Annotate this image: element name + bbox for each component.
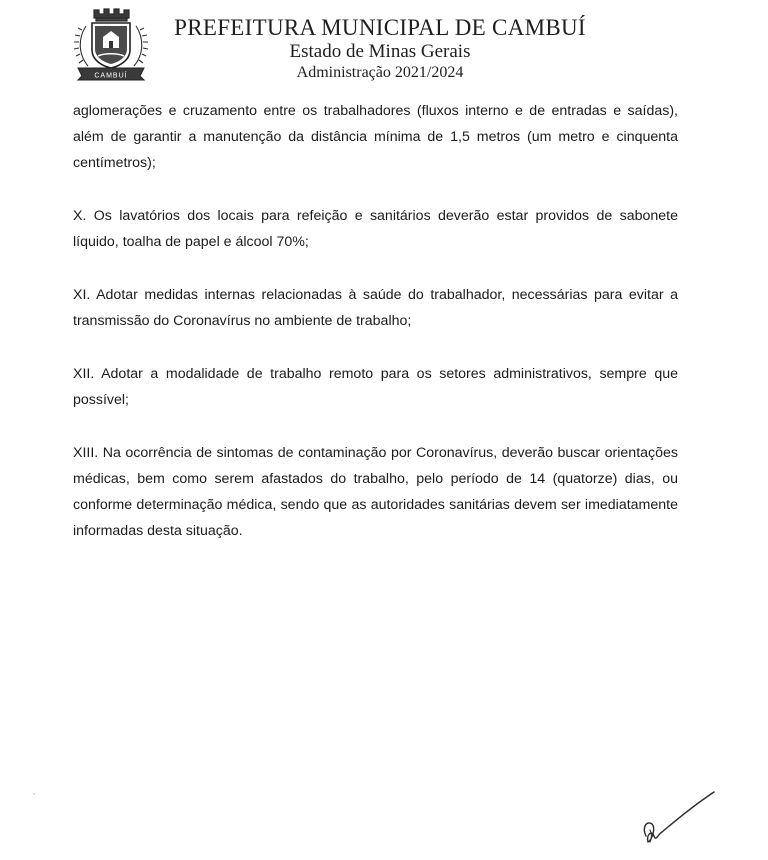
coat-of-arms-icon [68, 4, 154, 82]
administration-period: Administração 2021/2024 [296, 64, 464, 81]
handwritten-initials-icon [640, 790, 720, 850]
paragraph-item-x: X. Os lavatórios dos locais para refeição e sanitários deverão estar providos de sabonete líquido, toalha de papel e álcool 70%; [73, 208, 678, 250]
scan-speck [33, 793, 35, 795]
state-subtitle: Estado de Minas Gerais [289, 41, 471, 62]
page-title: PREFEITURA MUNICIPAL DE CAMBUÍ [174, 15, 586, 40]
paragraph-item-xii: XII. Adotar a modalidade de trabalho remoto para os setores administrativos, sempre que possível; [73, 366, 678, 408]
paragraph-item-xi: XI. Adotar medidas internas relacionadas à saúde do trabalhador, necessárias para evitar a transmissão do Coronavírus no ambiente de trabalho; [73, 287, 678, 329]
document-body [73, 98, 678, 544]
paragraph-continuation: aglomerações e cruzamento entre os trabalhadores (fluxos interno e de entradas e saídas), além de garantir a manutenção da distância mínima de 1,5 metros (um metro e cinquenta centímetros); [73, 103, 678, 171]
letterhead-title-block [150, 14, 610, 83]
letterhead [0, 0, 768, 95]
svg-text:CAMBUÍ: CAMBUÍ [94, 72, 128, 80]
paragraph-item-xiii: XIII. Na ocorrência de sintomas de contaminação por Coronavírus, deverão buscar orientações médicas, bem como serem afastados do trabalho, pelo período de 14 (quatorze) dias, ou conforme determinação médica, sendo que as autoridades sanitárias devem ser imediatamente informadas desta situação. [73, 445, 678, 539]
